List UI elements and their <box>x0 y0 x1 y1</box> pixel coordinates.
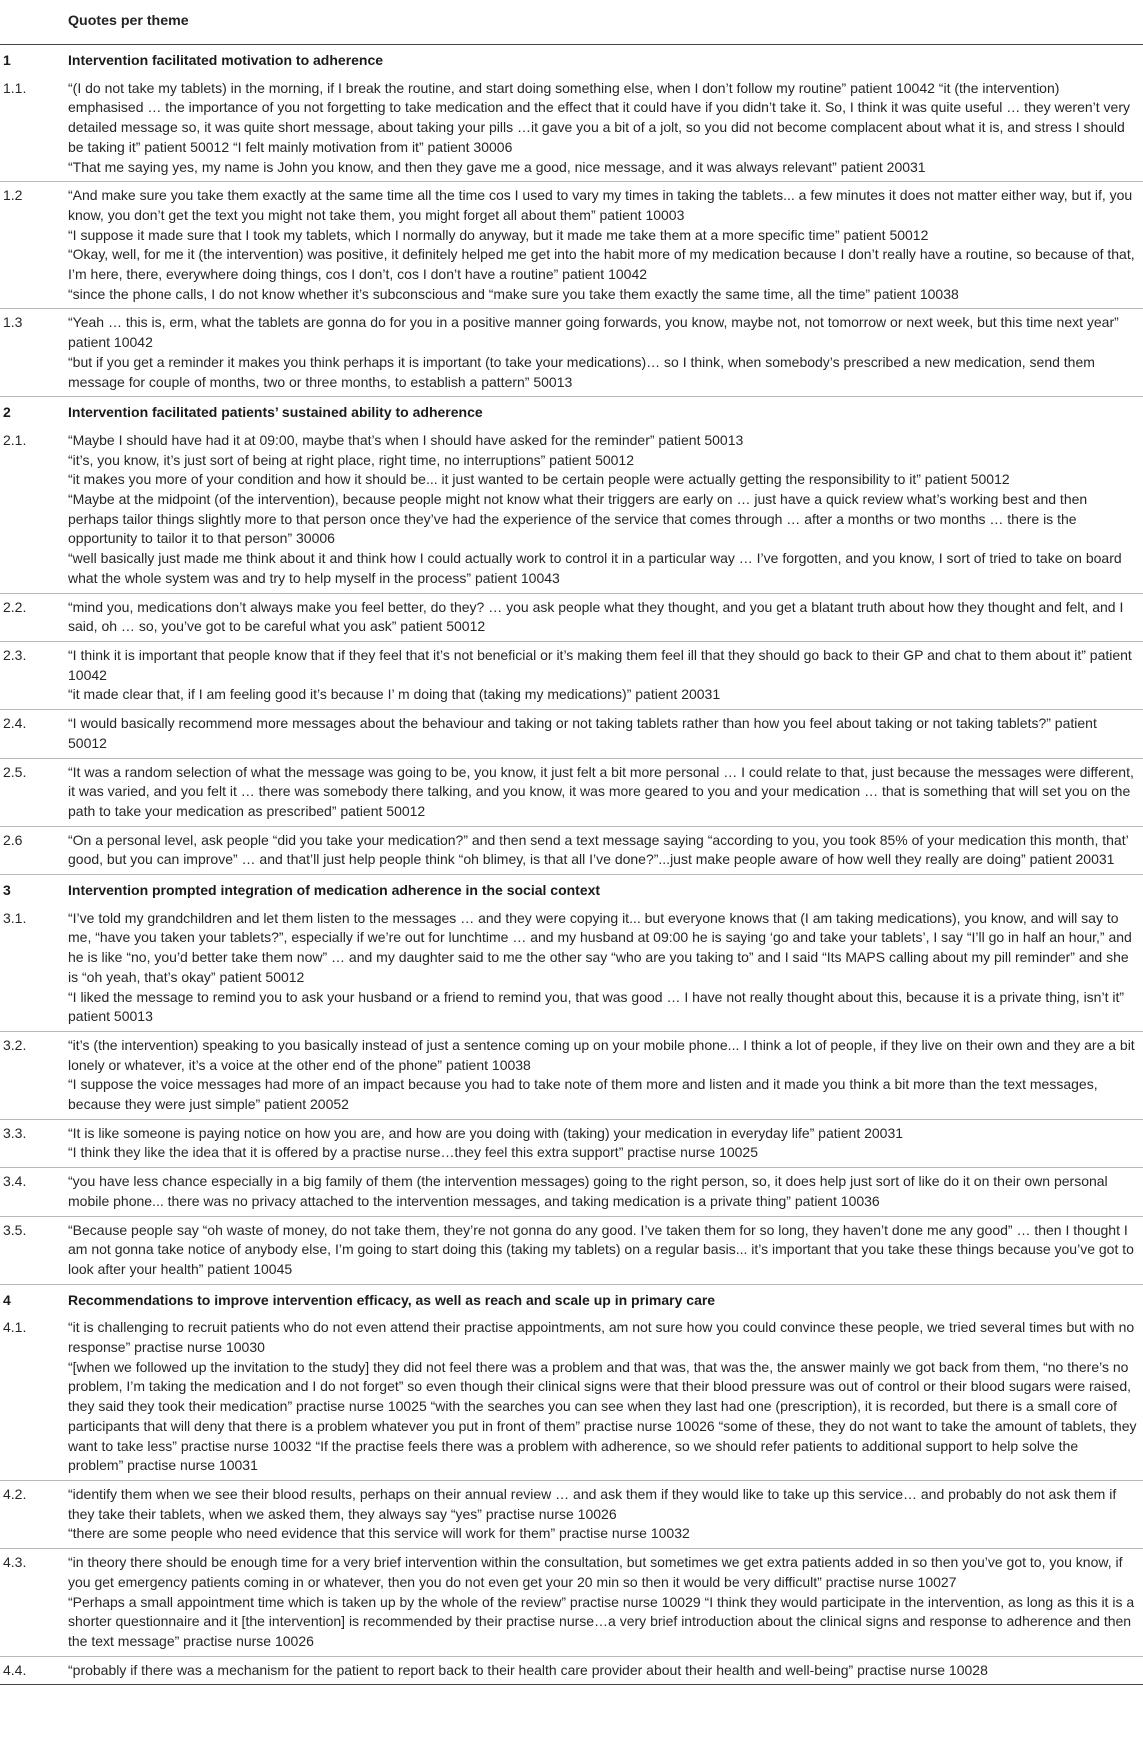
subtheme-number: 2.5. <box>0 758 68 826</box>
quote-cell <box>68 1216 1143 1284</box>
quote-cell <box>68 905 1143 1032</box>
quote-text: “Perhaps a small appointment time which is taken up by the whole of the review” practise nurse 10029 “I think they would participate in the intervention, as long as this it is a shorter questionnaire and it [the intervention] is recommended by their practise nurse…a very brief introduction about the clinical signs and response to adherence and then the text message” practise nurse 10026 <box>68 1593 1135 1649</box>
subtheme-number: 4.2. <box>0 1481 68 1549</box>
subtheme-number: 1.2 <box>0 182 68 309</box>
quote-cell <box>68 593 1143 641</box>
quote-cell <box>68 75 1143 182</box>
subtheme-number: 3.2. <box>0 1031 68 1119</box>
quote-text: “it made clear that, if I am feeling good it’s because I’ m doing that (taking my medications)” patient 20031 <box>68 686 721 703</box>
quote-text: “I think they like the idea that it is offered by a practise nurse…they feel this extra support” practise nurse 10025 <box>68 1144 758 1161</box>
quote-row <box>0 1216 1143 1284</box>
theme-number: 2 <box>3 404 11 421</box>
quote-text: “it’s (the intervention) speaking to you basically instead of just a sentence coming up on your mobile phone... I think a lot of people, if they live on their own and they are a bit lonely or whatever, it’s a voice at the other end of the phone” patient 10038 <box>68 1036 1135 1073</box>
quote-text: “mind you, medications don’t always make you feel better, do they? … you ask people what they thought, and you get a blatant truth about how they thought and felt, and I said, oh … so, you’ve got to be careful what you ask” patient 50012 <box>68 598 1124 635</box>
quote-cell <box>68 1314 1143 1480</box>
quote-row <box>0 1314 1143 1480</box>
theme-row <box>0 397 1143 427</box>
quote-cell <box>68 182 1143 309</box>
quote-cell <box>68 1119 1143 1167</box>
quote-text: “[when we followed up the invitation to the study] they did not feel there was a problem and that was, that was the, the answer mainly we got back from them, “no there’s no problem, I’m taking the medication and I do not forget” so even though their clinical signs were that their blood pressure was out of control or their blood sugars were raised, they said they took their medication” practise nurse 10025 “with the searches you can see when they last had one (prescription), it is recorded, but there is a small core of participants that will deny that there is a problem whatever you put in front of them” practise nurse 10026 “some of these, they do not want to take the amount of tablets, they want to take less” practise nurse 10032 “If the practise feels there was a problem with adherence, so we should refer patients to additional support to help solve the problem” practise nurse 10031 <box>68 1358 1137 1474</box>
quote-row <box>0 427 1143 593</box>
quote-cell <box>68 641 1143 709</box>
quote-row <box>0 1119 1143 1167</box>
quote-text: “since the phone calls, I do not know whether it’s subconscious and “make sure you take them exactly the same time, all the time” patient 10038 <box>68 285 959 302</box>
table-body <box>0 45 1143 1685</box>
subtheme-number: 3.4. <box>0 1168 68 1216</box>
quote-row <box>0 182 1143 309</box>
subtheme-number: 3.1. <box>0 905 68 1032</box>
quote-cell <box>68 1656 1143 1685</box>
theme-row <box>0 45 1143 75</box>
quote-text: “It is like someone is paying notice on how you are, and how are you doing with (taking) your medication in everyday life” patient 20031 <box>68 1124 904 1141</box>
subtheme-number: 2.6 <box>0 826 68 874</box>
quote-text: “On a personal level, ask people “did you take your medication?” and then send a text message saying “according to you, you took 85% of your medication this month, that’ good, but you can improve” … and that’ll just help people think “oh blimey, is that all I’ve done?”...just make people aware of how well they really are doing” patient 20031 <box>68 831 1129 868</box>
theme-row <box>0 1284 1143 1314</box>
quote-row <box>0 1168 1143 1216</box>
subtheme-number: 3.5. <box>0 1216 68 1284</box>
quote-text: “it is challenging to recruit patients who do not even attend their practise appointments, am not sure how you could convince these people, we tried several times but with no response” practise nurse 10030 <box>68 1319 1135 1356</box>
quote-text: “it’s, you know, it’s just sort of being at right place, right time, no interruptions” patient 50012 <box>68 451 635 468</box>
quote-cell <box>68 1549 1143 1657</box>
quote-row <box>0 309 1143 397</box>
subtheme-number: 4.4. <box>0 1656 68 1685</box>
subtheme-number: 3.3. <box>0 1119 68 1167</box>
quote-text: “probably if there was a mechanism for the patient to report back to their health care provider about their health and well-being” practise nurse 10028 <box>68 1661 988 1678</box>
quote-row <box>0 1549 1143 1657</box>
subtheme-number: 2.1. <box>0 427 68 593</box>
subtheme-number: 4.3. <box>0 1549 68 1657</box>
quote-text: “in theory there should be enough time for a very brief intervention within the consultation, but sometimes we get extra patients added in so then you’ve got to, you know, if you get emergency patients coming in or whatever, then you do not even get your 20 min so then it would be very difficult” practise nurse 10027 <box>68 1554 1123 1590</box>
quote-cell <box>68 758 1143 826</box>
quote-text: “identify them when we see their blood results, perhaps on their annual review … and ask them if they would like to take up this service… and probably do not ask them if they take their tablets, when we asked them, they always say “yes” practise nurse 10026 <box>68 1486 1117 1522</box>
quote-text: “I liked the message to remind you to ask your husband or a friend to remind you, that was good … I have not really thought about this, because it is a private thing, isn’t it” patient 50013 <box>68 988 1125 1025</box>
quote-text: “I suppose it made sure that I took my tablets, which I normally do anyway, but it made me take them at a more specific time” patient 50012 <box>68 226 929 243</box>
theme-title: Intervention facilitated motivation to adherence <box>68 52 384 68</box>
quote-cell <box>68 1168 1143 1216</box>
quote-row <box>0 710 1143 758</box>
theme-title: Intervention facilitated patients’ sustained ability to adherence <box>68 404 483 421</box>
quote-text: “I’ve told my grandchildren and let them listen to the messages … and they were copying it... but everyone knows that (I am taking medications), you know, and will say to me, “have you taken your tablets?”, especially if we’re out for lunchtime … and my husband at 09:00 he is saying ‘go and take your tablets’, I say “I’ll go in half an hour,” and he is like “no, you’d better take them now” … and my daughter said to me the other say “who are you taking to” and I said “Its MAPS calling about my pill reminder” and she is “oh yeah, that’s okay” patient 50012 <box>68 909 1132 985</box>
quote-text: “I think it is important that people know that if they feel that it’s not beneficial or it’s making them feel ill that they should go back to their GP and chat to them about it” patient 10042 <box>68 646 1132 683</box>
header-number-cell <box>0 0 68 45</box>
quote-cell <box>68 1481 1143 1549</box>
theme-number: 1 <box>3 52 11 68</box>
quote-text: “I suppose the voice messages had more of an impact because you had to take note of them more and listen and it made you think a bit more than the text messages, because they were just simple” patient 20052 <box>68 1076 1098 1113</box>
subtheme-number: 2.2. <box>0 593 68 641</box>
quote-text: “I would basically recommend more messages about the behaviour and taking or not taking tablets rather than how you feel about taking or not taking tablets?” patient 50012 <box>68 715 1097 751</box>
theme-title: Intervention prompted integration of medication adherence in the social context <box>68 882 601 899</box>
table-header-row <box>0 0 1143 45</box>
quote-row <box>0 1481 1143 1549</box>
quote-cell <box>68 1031 1143 1119</box>
quote-text: “there are some people who need evidence that this service will work for them” practise nurse 10032 <box>68 1525 690 1542</box>
quote-cell <box>68 710 1143 758</box>
quote-text: “Yeah … this is, erm, what the tablets are gonna do for you in a positive manner going forwards, you know, maybe not, not tomorrow or next week, but this time next year” patient 10042 <box>68 314 1119 351</box>
quote-text: “That me saying yes, my name is John you know, and then they gave me a good, nice message, and it was always relevant” patient 20031 <box>68 158 926 175</box>
subtheme-number: 2.4. <box>0 710 68 758</box>
quote-text: “well basically just made me think about it and think how I could actually work to control it in a particular way … I’ve forgotten, and you know, I sort of tried to take on board what the whole system was and try to help myself in the process” patient 10043 <box>68 550 1122 586</box>
theme-number: 3 <box>3 882 11 899</box>
quote-cell <box>68 427 1143 593</box>
quote-text: “(I do not take my tablets) in the morning, if I break the routine, and start doing something else, when I don’t follow my routine” patient 10042 “it (the intervention) emphasised … the importance of you not forgetting to take medication and the effect that it could have if you didn’t take it. So, I think it was quite useful … they weren’t very detailed message so, it was quite short message, about taking your pills …it gave you a bit of a jolt, so you did not become complacent about what it is, and stress I should be taking it” patient 50012 “I felt mainly motivation from it” patient 30006 <box>68 79 1130 155</box>
quote-text: “And make sure you take them exactly at the same time all the time cos I used to vary my times in taking the tablets... a few minutes it does not matter either way, but if, you know, you don’t get the text you might not take them, you might forget all about them” patient 10003 <box>68 187 1133 223</box>
quote-text: “it makes you more of your condition and how it should be... it just wanted to be certain people were actually getting the responsibility to it” patient 50012 <box>68 471 1010 488</box>
quote-text: “It was a random selection of what the message was going to be, you know, it just felt a bit more personal … I could relate to that, just because the messages were different, it was varied, and you felt it … there was somebody there talking, and you know, it was more geared to you and your medication … that is something that will set you on the path to take your medication as prescribed” patient 50012 <box>68 763 1134 819</box>
theme-number: 4 <box>3 1291 11 1308</box>
quote-text: “but if you get a reminder it makes you think perhaps it is important (to take your medications)… so I think, when somebody’s prescribed a new medication, send them message for couple of months, two or three months, to establish a pattern” 50013 <box>68 353 1095 390</box>
quote-text: “you have less chance especially in a big family of them (the intervention messages) going to the right person, so, it does help just sort of like do it on their own personal mobile phone... there was no privacy attached to the intervention messages, and taking medication is a private thing” patient 10036 <box>68 1173 1108 1209</box>
quote-row <box>0 593 1143 641</box>
quote-cell <box>68 826 1143 874</box>
subtheme-number: 2.3. <box>0 641 68 709</box>
quote-row <box>0 905 1143 1032</box>
quote-cell <box>68 309 1143 397</box>
subtheme-number: 1.3 <box>0 309 68 397</box>
theme-row <box>0 875 1143 905</box>
quote-row <box>0 1031 1143 1119</box>
quote-row <box>0 641 1143 709</box>
theme-title: Recommendations to improve intervention efficacy, as well as reach and scale up in primary care <box>68 1291 716 1308</box>
quote-text: “Because people say “oh waste of money, do not take them, they’re not gonna do any good. I’ve taken them for so long, they haven’t done me any good” … then I thought I am not gonna take notice of anybody else, I’m going to start doing this (taking my tablets) on a regular basis... it’s important that you take these things because you’ve got to look after your health” patient 10045 <box>68 1221 1134 1277</box>
quote-row <box>0 75 1143 182</box>
quote-text: “Maybe at the midpoint (of the intervention), because people might not know what their triggers are early on … just have a quick review what’s working best and then perhaps tailor things slightly more to that person once they’ve had the experience of the service that comes through … after a months or two months … there is the opportunity to tailor it to that person” 30006 <box>68 491 1088 547</box>
quote-row <box>0 826 1143 874</box>
header-title-cell: Quotes per theme <box>68 0 1143 45</box>
quote-text: “Okay, well, for me it (the intervention) was positive, it definitely helped me get into the habit more of my medication because I don’t really have a routine, so because of that, I’m here, there, everywhere doing things, cos I don’t, cos I don’t have a routine” patient 10042 <box>68 246 1135 283</box>
subtheme-number: 4.1. <box>0 1314 68 1480</box>
subtheme-number: 1.1. <box>0 75 68 182</box>
quote-row <box>0 1656 1143 1685</box>
quote-row <box>0 758 1143 826</box>
quote-text: “Maybe I should have had it at 09:00, maybe that’s when I should have asked for the reminder” patient 50013 <box>68 431 744 448</box>
